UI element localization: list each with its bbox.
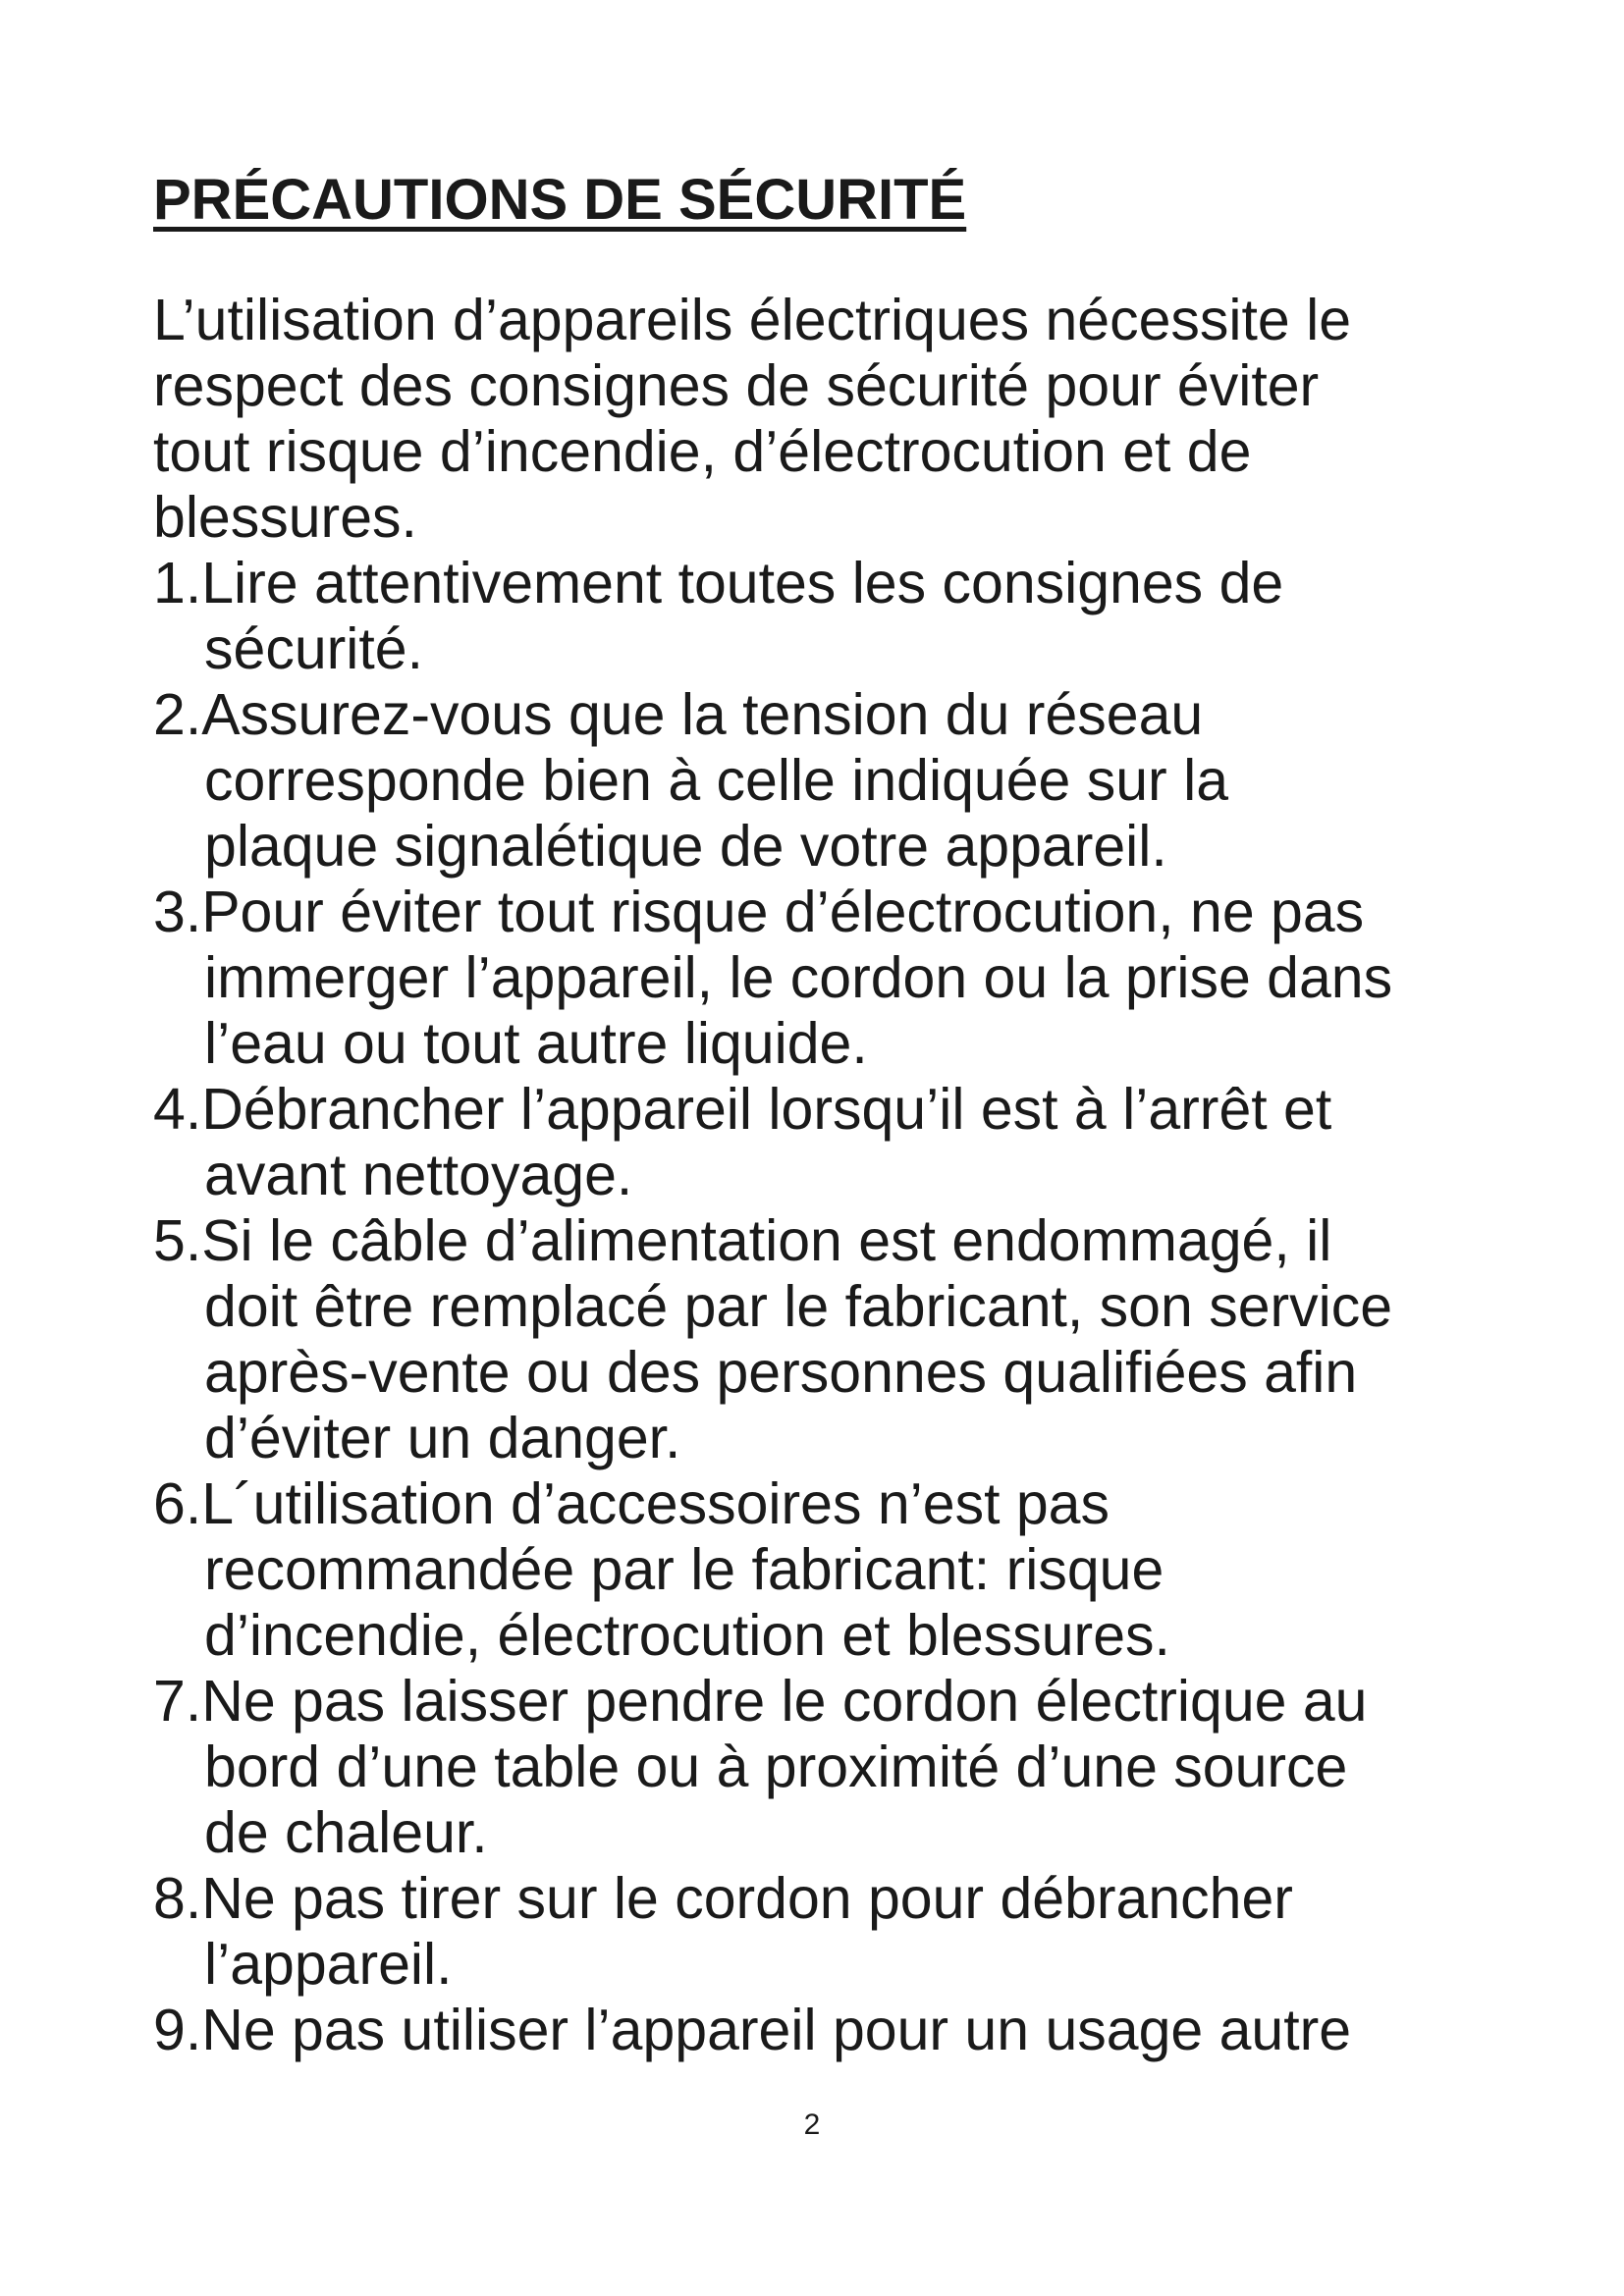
item-line: d’incendie, électrocution et blessures.	[204, 1603, 1170, 1668]
item-line: de chaleur.	[204, 1800, 488, 1865]
item-line: doit être remplacé par le fabricant, son service	[204, 1274, 1393, 1339]
item-line: l’appareil.	[204, 1932, 453, 1997]
item-line: 4.Débrancher l’appareil lorsqu’il est à l’arrêt et	[153, 1077, 1332, 1142]
list-item	[153, 1998, 1547, 2063]
item-line: 3.Pour éviter tout risque d’électrocution, ne pas	[153, 880, 1365, 944]
list-item	[153, 1866, 1547, 1998]
item-line: 7.Ne pas laisser pendre le cordon électrique au	[153, 1669, 1368, 1734]
item-line: 5.Si le câble d’alimentation est endommagé, il	[153, 1208, 1332, 1273]
item-line: d’éviter un danger.	[204, 1406, 681, 1470]
item-line: l’eau ou tout autre liquide.	[204, 1011, 868, 1076]
item-line: 2.Assurez-vous que la tension du réseau	[153, 682, 1204, 747]
item-line: sécurité.	[204, 616, 423, 681]
intro-line: respect des consignes de sécurité pour éviter	[153, 353, 1320, 418]
item-line: 8.Ne pas tirer sur le cordon pour débrancher	[153, 1866, 1293, 1931]
list-item	[153, 551, 1547, 682]
list-item	[153, 1208, 1547, 1471]
intro-paragraph	[153, 288, 1547, 551]
item-line: corresponde bien à celle indiquée sur la	[204, 748, 1229, 813]
intro-line: tout risque d’incendie, d’électrocution et de	[153, 419, 1252, 484]
intro-line: blessures.	[153, 485, 417, 550]
item-line: plaque signalétique de votre appareil.	[204, 814, 1167, 879]
content-body	[153, 288, 1547, 2063]
page-title: PRÉCAUTIONS DE SÉCURITÉ	[153, 168, 967, 232]
page-number: 2	[803, 2109, 821, 2141]
item-line: après-vente ou des personnes qualifiées afin	[204, 1340, 1358, 1405]
item-line: 6.L´utilisation d’accessoires n’est pas	[153, 1471, 1110, 1536]
list-item	[153, 1077, 1547, 1208]
list-item	[153, 1669, 1547, 1866]
item-line: 9.Ne pas utiliser l’appareil pour un usage autre	[153, 1998, 1352, 2062]
item-line: avant nettoyage.	[204, 1143, 633, 1207]
item-line: immerger l’appareil, le cordon ou la prise dans	[204, 945, 1393, 1010]
intro-line: L’utilisation d’appareils électriques nécessite le	[153, 288, 1352, 352]
item-line: 1.Lire attentivement toutes les consignes de	[153, 551, 1284, 615]
list-item	[153, 880, 1547, 1077]
list-item	[153, 682, 1547, 880]
list-item	[153, 1471, 1547, 1669]
safety-instructions-list	[153, 551, 1547, 2063]
item-line: recommandée par le fabricant: risque	[204, 1537, 1164, 1602]
item-line: bord d’une table ou à proximité d’une source	[204, 1735, 1348, 1799]
